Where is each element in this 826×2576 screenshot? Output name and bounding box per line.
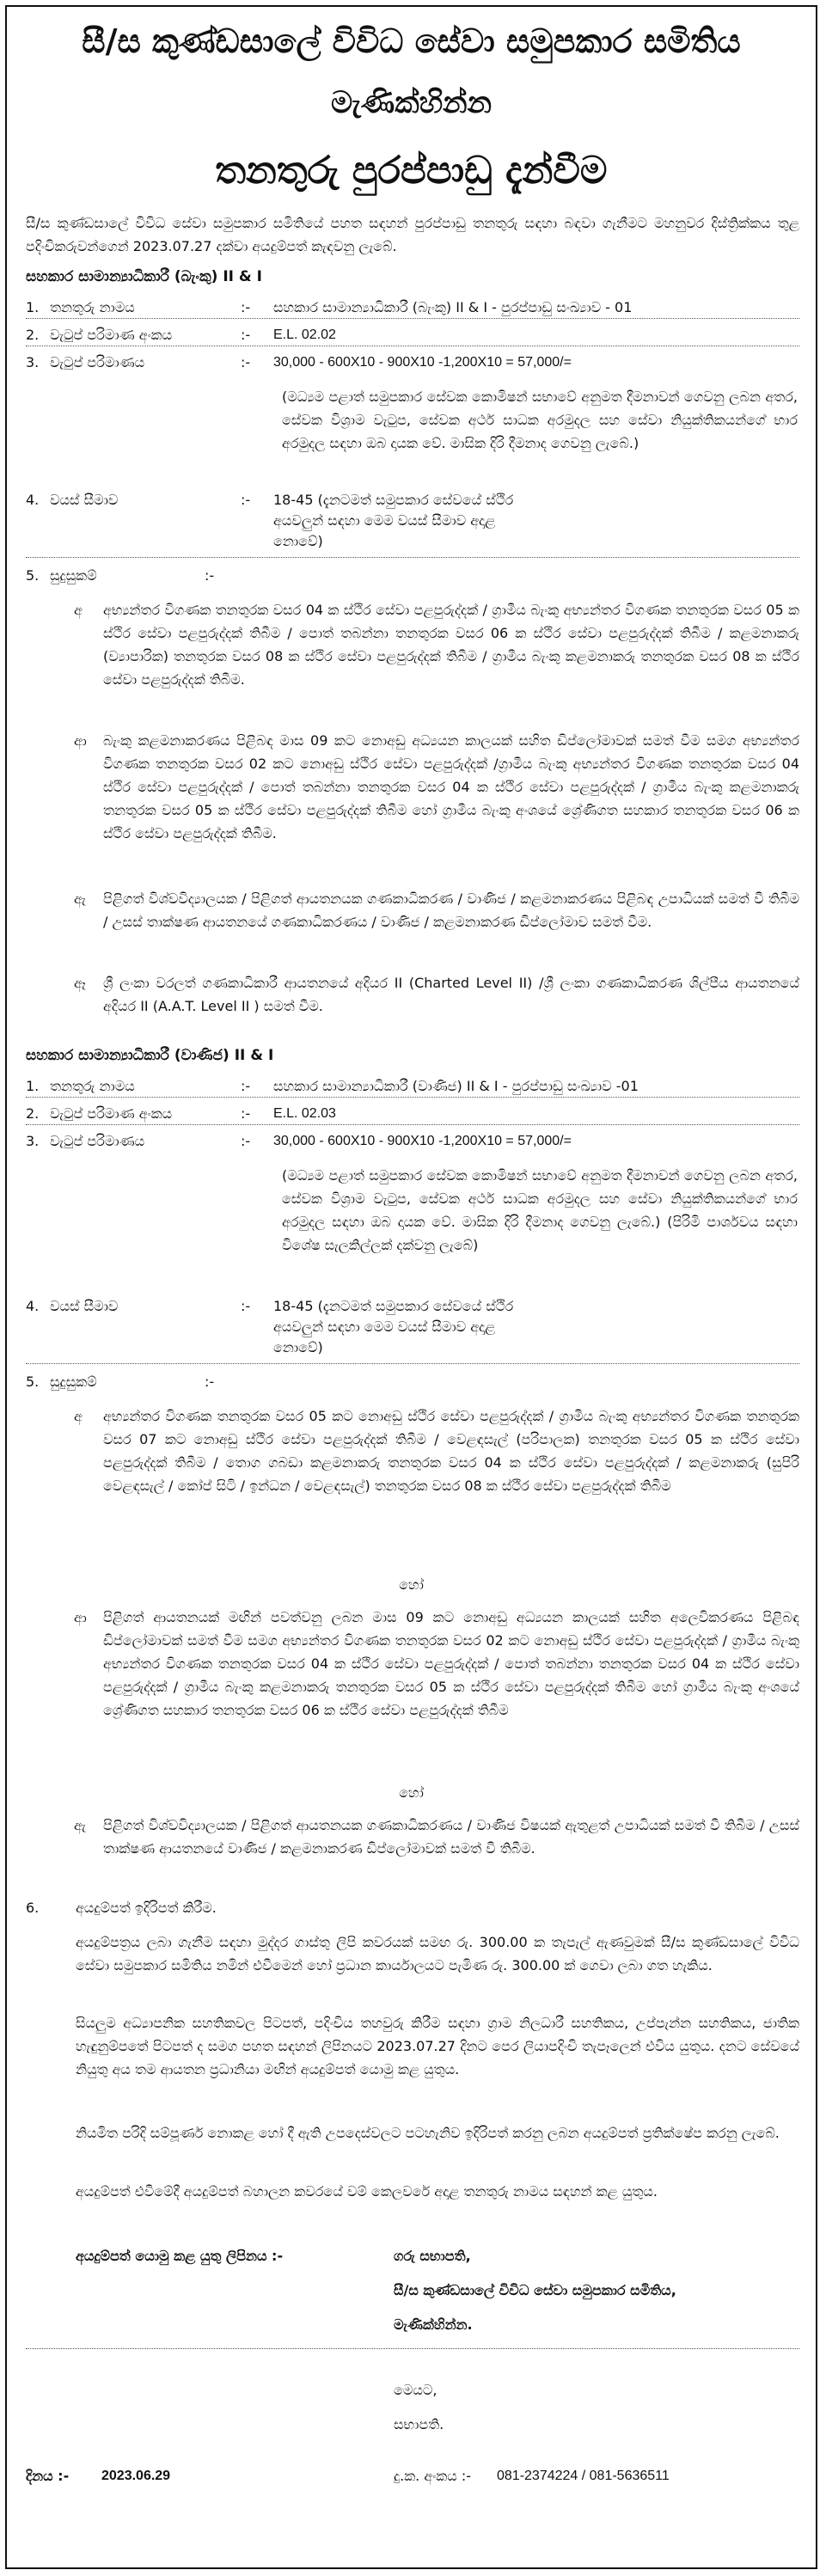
item-mark: ආ — [74, 732, 87, 749]
row-number: 2. — [26, 1105, 40, 1122]
row-label: වැටුප් පරිමාණය — [50, 354, 145, 370]
row-number: 6. — [26, 1900, 40, 1916]
item-text: පිළිගත් විශ්වවිද්‍යාලයක / පිළිගත් ආයතනයක ගණකාධිකරණය / වාණිජ විෂයක් ඇතුළත් උපාධියක් සමත් වී තිබීම / උසස් තාක්ෂණ ආයතනයේ වාණිජ / කළමනාකරණ ඩිප්ලෝමාවක් සමත් වී තිබීම. — [103, 1817, 799, 1857]
address-line: සී/ස කුණ්ඩසාලේ විවිධ සේවා සමුපකාර සමිතිය, — [394, 2282, 676, 2298]
phone-number: 081-2374224 / 081-5636511 — [497, 2469, 670, 2483]
item-text: අභ්‍යන්තර විගණක තනතුරක වසර 05 කට නොඅඩු ස්ථිර සේවා පළපුරුද්දක් / ග්‍රාමීය බැංකු අභ්‍යන්තර විගණක තනතුරක වසර 07 කට නොඅඩු ස්ථිර සේවා පළපුරුද්දක් තිබීම / වෙළඳසැල් (පරිපාලක) තනතුරක වසර 05 ක ස්ථිර සේවා පළපුරුද්දක් තිබීම / තොග ගබඩා කළමනාකරු තනතුරක වසර 04 ක ස්ථිර සේවා පළපුරුද්දක් / කළමනාකරු (සුපිරි වෙළඳසැල් / කෝප් සිටි / ඉන්ධන / වෙළඳසැල්) තනතුරක වසර 08 ක ස්ථිර සේවා පළපුරුද්දක් තිබීම — [103, 1408, 799, 1494]
row-number: 4. — [26, 1298, 40, 1314]
row-value: සහකාර සාමාන්‍යාධිකාරී (බැංකු) II & I - පුරප්පාඩු සංඛ්‍යාව - 01 — [273, 299, 633, 315]
qualification-item — [74, 1814, 799, 1860]
or-separator: හෝ — [399, 1576, 424, 1593]
or-separator: හෝ — [399, 1784, 424, 1801]
notice-title: තනතුරු පුරප්පාඩු දැන්වීම — [215, 149, 608, 193]
item-text: පිළිගත් ආයතනයක් මඟින් පවත්වනු ලබන මාස 09 කට නොඅඩු අධ්‍යයන කාලයක් සහිත අලෙවිකරණය පිළිබඳ ඩිප්ලෝමාවක් සමත් වීම සමග අභ්‍යන්තර විගණක තනතුරක වසර 02 කට නොඅඩු ස්ථිර සේවා පළපුරුද්දක් / ග්‍රාමීය බැංකු අභ්‍යන්තර විගණක තනතුරක වසර 04 ක ස්ථිර සේවා පළපුරුද්දක් / පොත් තබන්නා තනතුරක වසර 04 ක ස්ථිර සේවා පළපුරුද්දක් / ග්‍රාමීය බැංකු කළමනාකරු තනතුරක වසර 05 ක ස්ථිර සේවා පළපුරුද්දක් තිබීම හෝ ග්‍රාමීය බැංකු අංශයේ ශ්‍රේණිගත සහකාර තනතුරක වසර 06 ක ස්ථිර සේවා පළපුරුද්දක් තිබීම — [103, 1609, 799, 1718]
row-colon: :- — [241, 1133, 251, 1149]
item-mark: අ — [74, 602, 83, 618]
row-colon: :- — [241, 299, 251, 315]
qualification-item — [74, 729, 799, 845]
section-title-banking: සහකාර සාමාන්‍යාධිකාරී (බැංකු) II & I — [26, 268, 262, 285]
row-label: සුදුසුකම් — [50, 567, 97, 584]
salary-note: (මධ්‍යම පළාත් සමුපකාර සේවක කොමිෂන් සභාවේ අනුමත දීමනාවන් ගෙවනු ලබන අතර, සේවක විශ්‍රාම වැටුප, සේවක අර්ථ සාධක අරමුදල සහ සේවා නියුක්තිකයන්ගේ භාර අරමුදල සඳහා ඔබ දායක වේ. මාසික දිරි දීමනාද ගෙවනු ලැබේ.) (පිරිමි පාර්ශවය සඳහා විශේෂ සැලකිල්ලක් දක්වනු ලැබේ) — [282, 1167, 798, 1253]
row-number: 1. — [26, 1078, 40, 1094]
row-number: 3. — [26, 354, 40, 370]
row-number: 3. — [26, 1133, 40, 1149]
organization-location: මැණික්හින්න — [330, 86, 493, 120]
divider — [26, 318, 799, 319]
row-label: සුදුසුකම් — [50, 1374, 97, 1390]
notice-date: 2023.06.29 — [101, 2469, 171, 2483]
row-number: 2. — [26, 327, 40, 343]
apply-title: අයදුම්පත් ඉදිරිපත් කිරීම. — [76, 1900, 217, 1916]
vacancy-notice — [5, 5, 817, 2569]
row-colon: :- — [241, 1298, 251, 1314]
row-number: 4. — [26, 492, 40, 508]
item-mark: ඇ — [74, 1817, 86, 1833]
date-label: දිනය :- — [26, 2468, 70, 2484]
item-mark: අ — [74, 1408, 83, 1424]
item-text: පිළිගත් විශ්වවිද්‍යාලයක / පිළිගත් ආයතනයක ගණකාධිකරණ / වාණිජ / කළමනාකරණය පිළිබඳ උපාධියක් සමත් වී තිබීම / උසස් තාක්ෂණ ආයතනයේ ගණකාධිකරණය / වාණිජ / කළමනාකරණ ඩිප්ලෝමාව සමත් වීම. — [103, 890, 799, 930]
row-value: 18-45 (දැනටමත් සමුපකාර සේවයේ ස්ථිර අයවලුන් සඳහා මෙම වයස් සීමාව අදාළ නොවේ) — [273, 1298, 514, 1355]
row-colon: :- — [241, 354, 251, 370]
row-label: වැටුප් පරිමාණ අංකය — [50, 327, 173, 343]
divider — [26, 1097, 799, 1098]
row-label: වයස් සීමාව — [50, 1298, 119, 1314]
organization-name: සී/ස කුණ්ඩසාලේ විවිධ සේවා සමුපකාර සමිතිය — [82, 22, 741, 60]
item-mark: ඈ — [74, 975, 86, 991]
row-colon: :- — [241, 1105, 251, 1122]
row-label: තනතුරු නාමය — [50, 1078, 135, 1094]
item-mark: ඇ — [74, 890, 86, 907]
divider — [26, 1124, 799, 1125]
qualification-item — [74, 598, 799, 691]
item-text: ශ්‍රී ලංකා වරලත් ගණකාධිකාරී ආයතනයේ අදියර II (Charted Level II) /ශ්‍රී ලංකා ගණකාධිකරණ ශිල්පීය ආයතනයේ අදියර II (A.A.T. Level II ) සමත් වීම. — [103, 975, 799, 1014]
row-colon: :- — [241, 492, 251, 508]
apply-paragraph: අයදුම්පත් එවීමේදී අයදුම්පත් බහාලන කවරයේ වම් කෙලවරේ අදාළ තනතුරු නාමය සඳහන් කළ යුතුය. — [76, 2183, 658, 2200]
row-value: සහකාර සාමාන්‍යාධිකාරී (වාණිජ) II & I - පුරප්පාඩු සංඛ්‍යාව -01 — [273, 1078, 639, 1094]
row-number: 5. — [26, 1374, 40, 1390]
apply-paragraph: නියමිත පරිදි සම්පූර්ණ නොකළ හෝ දී ඇති උපදෙස්වලට පටහැනිව ඉදිරිපත් කරනු ලබන අයදුම්පත් ප්‍රතික්ෂේප කරනු ලැබේ. — [76, 2125, 780, 2141]
signoff-line: මෙයට, — [394, 2382, 437, 2398]
divider — [26, 557, 799, 558]
row-number: 1. — [26, 299, 40, 315]
item-text: අභ්‍යන්තර විගණක තනතුරක වසර 04 ක ස්ථිර සේවා පළපුරුද්දක් / ග්‍රාමීය බැංකු අභ්‍යන්තර විගණක තනතුරක වසර 05 ක ස්ථිර සේවා පළපුරුද්දක් තිබීම / පොත් තබන්නා තනතුරක වසර 06 ක ස්ථිර සේවා පළපුරුද්දක් තිබීම / කළමනාකරු (ව්‍යාපාරික) තනතුරක වසර 08 ක ස්ථිර සේවා පළපුරුද්දක් තිබීම / ග්‍රාමීය බැංකු කළමනාකරු තනතුරක වසර 08 ක ස්ථිර සේවා පළපුරුද්දක් තිබීම. — [103, 602, 799, 688]
row-colon: :- — [205, 567, 215, 584]
intro-paragraph: සී/ස කුණ්ඩසාලේ විවිධ සේවා සමුපකාර සමිතියේ පහත සඳහන් පුරප්පාඩු තනතුරු සඳහා බඳවා ගැනීමට මහනුවර දිස්ත්‍රික්කය තුළ පදිංචිකරුවන්ගෙන් 2023.07.27 දක්වා අයදුම්පත් කැඳවනු ලැබේ. — [26, 215, 799, 254]
apply-paragraph: අයදුම්පත්‍රය ලබා ගැනීම සඳහා මුද්දර ගාස්තු ලිපි කවරයක් සමඟ රු. 300.00 ක තැපැල් ඇණවුමක් සී/ස කුණ්ඩසාලේ විවිධ සේවා සමුපකාර සමිතිය නමින් එවීමෙන් හෝ ප්‍රධාන කාර්යාලයට පැමිණ රු. 300.00 ක් ගෙවා ලබා ගත හැකිය. — [76, 1934, 799, 1973]
row-value: 18-45 (දැනටමත් සමුපකාර සේවයේ ස්ථිර අයවලුන් සඳහා මෙම වයස් සීමාව අදාළ නොවේ) — [273, 492, 514, 549]
item-text: බැංකු කළමනාකරණය පිළිබඳ මාස 09 කට නොඅඩු අධ්‍යයන කාලයක් සහිත ඩිප්ලෝමාවක් සමත් වීම සමග අභ්‍යන්තර විගණක තනතුරක වසර 02 කට නොඅඩු ස්ථිර සේවා පළපුරුද්දක් /ග්‍රාමීය බැංකු අභ්‍යන්තර විගණක තනතුරක වසර 04 ස්ථිර සේවා පළපුරුද්දක් / පොත් තබන්නා තනතුරක වසර 04 ක ස්ථිර සේවා පළපුරුද්දක් / ග්‍රාමීය බැංකු කළමනාකරු තනතුරක වසර 05 ක ස්ථිර සේවා පළපුරුද්දක් තිබීම හෝ ග්‍රාමීය බැංකු අංශයේ ශ්‍රේණිගත සහකාර තනතුරක වසර 06 ක ස්ථිර සේවා පළපුරුද්දක් තිබීම. — [103, 732, 799, 841]
row-colon: :- — [241, 1078, 251, 1094]
divider — [26, 2348, 799, 2349]
address-label: අයදුම්පත් යොමු කළ යුතු ලිපිනය :- — [76, 2248, 284, 2264]
row-colon: :- — [241, 327, 251, 343]
signoff-line: සභාපති. — [394, 2416, 444, 2432]
row-label: තනතුරු නාමය — [50, 299, 135, 315]
item-mark: ආ — [74, 1609, 87, 1625]
row-label: වැටුප් පරිමාණ අංකය — [50, 1105, 173, 1122]
salary-note: (මධ්‍යම පළාත් සමුපකාර සේවක කොමිෂන් සභාවේ අනුමත දීමනාවන් ගෙවනු ලබන අතර, සේවක විශ්‍රාම වැටුප, සේවක අර්ථ සාධක අරමුදල සහ සේවා නියුක්තිකයන්ගේ භාර අරමුදල සඳහා ඔබ දායක වේ. මාසික දිරි දීමනාද ගෙවනු ලැබේ.) — [282, 389, 798, 451]
qualification-item — [74, 1404, 799, 1497]
row-value: E.L. 02.02 — [273, 327, 336, 342]
phone-label: දු.ක. අංකය :- — [394, 2468, 472, 2484]
row-number: 5. — [26, 567, 40, 584]
section-title-commercial: සහකාර සාමාන්‍යාධිකාරී (වාණිජ) II & I — [26, 1047, 274, 1064]
qualification-item — [74, 887, 799, 933]
divider — [26, 1363, 799, 1364]
row-value: 30,000 - 600X10 - 900X10 -1,200X10 = 57,000/= — [273, 1134, 572, 1148]
row-value: E.L. 02.03 — [273, 1106, 336, 1121]
address-line: ගරු සභාපති, — [394, 2248, 471, 2264]
row-colon: :- — [205, 1374, 215, 1390]
row-value: 30,000 - 600X10 - 900X10 -1,200X10 = 57,000/= — [273, 355, 572, 370]
row-label: වැටුප් පරිමාණය — [50, 1133, 145, 1149]
apply-paragraph: සියලුම අධ්‍යාපනික සහතිකවල පිටපත්, පදිංචිය තහවුරු කිරීම සඳහා ග්‍රාම නිලධාරී සහතිකය, උප්පැන්න සහතිකය, ජාතික හැඳුනුම්පතේ පිටපත් ද සමග පහත සඳහන් ලිපිනයට 2023.07.27 දිනට පෙර ලියාපදිංචි තැපෑලෙන් එවිය යුතුය. දනට සේවයේ නියුතු අය තම ආයතන ප්‍රධානියා මඟින් අයදුම්පත් යොමු කළ යුතුය. — [76, 2015, 799, 2077]
address-line: මැණික්හින්න. — [394, 2316, 473, 2333]
row-label: වයස් සීමාව — [50, 492, 119, 508]
qualification-item — [74, 1606, 799, 1722]
qualification-item — [74, 971, 799, 1018]
